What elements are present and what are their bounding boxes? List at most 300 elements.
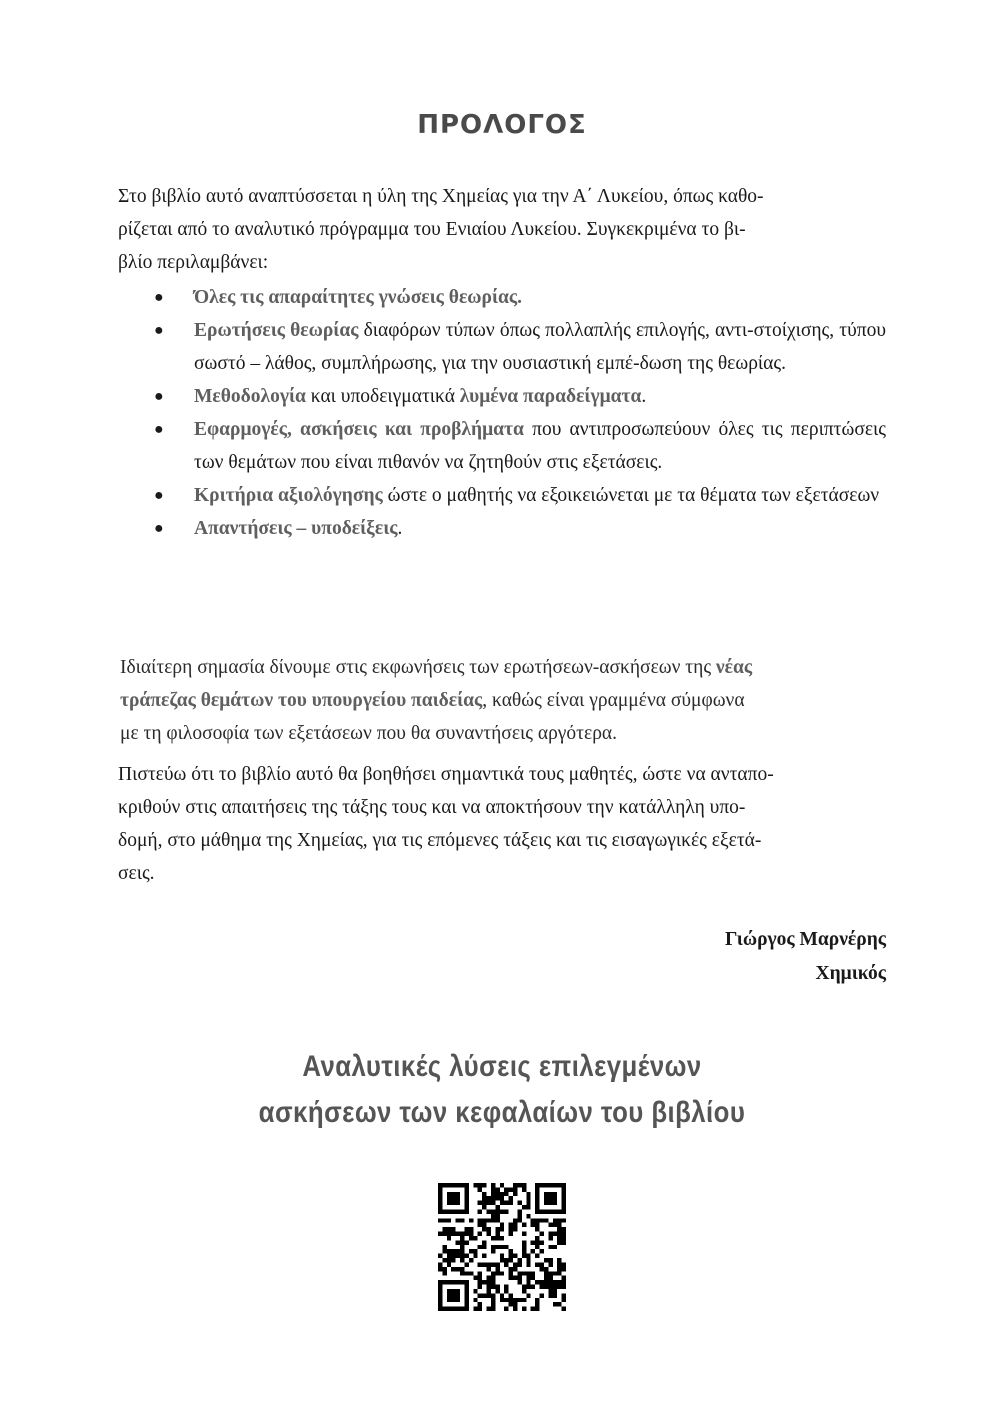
qr-module — [517, 1258, 521, 1262]
qr-module — [438, 1205, 442, 1209]
qr-module — [540, 1183, 544, 1187]
qr-module — [469, 1236, 473, 1240]
qr-module — [478, 1285, 482, 1289]
qr-module — [548, 1262, 552, 1266]
qr-module — [513, 1276, 517, 1280]
qr-module — [438, 1307, 442, 1311]
qr-module — [464, 1285, 468, 1289]
bullet-icon: ● — [154, 322, 164, 339]
qr-module — [522, 1183, 526, 1187]
qr-module — [447, 1227, 451, 1231]
qr-module — [540, 1218, 544, 1222]
qr-module — [464, 1302, 468, 1306]
qr-module — [535, 1245, 539, 1249]
qr-module — [451, 1192, 455, 1196]
bullet-icon: ● — [154, 487, 164, 504]
qr-module — [438, 1262, 442, 1266]
solutions-line: ασκήσεων των κεφαλαίων του βιβλίου — [258, 1096, 746, 1129]
qr-module — [540, 1249, 544, 1253]
qr-module — [562, 1232, 566, 1236]
qr-module — [500, 1223, 504, 1227]
qr-module — [535, 1209, 539, 1213]
qr-module — [544, 1192, 548, 1196]
qr-module — [478, 1280, 482, 1284]
qr-module — [562, 1227, 566, 1231]
qr-module — [464, 1280, 468, 1284]
qr-module — [504, 1201, 508, 1205]
qr-module — [469, 1271, 473, 1275]
qr-module — [438, 1218, 442, 1222]
qr-module — [456, 1289, 460, 1293]
qr-module — [509, 1258, 513, 1262]
qr-module — [442, 1258, 446, 1262]
qr-module — [517, 1209, 521, 1213]
qr-module — [487, 1289, 491, 1293]
qr-module — [464, 1196, 468, 1200]
qr-module — [509, 1293, 513, 1297]
qr-module — [509, 1201, 513, 1205]
qr-module — [553, 1209, 557, 1213]
qr-module — [447, 1236, 451, 1240]
qr-module — [456, 1218, 460, 1222]
qr-module — [438, 1280, 442, 1284]
qr-module — [456, 1267, 460, 1271]
qr-module — [522, 1298, 526, 1302]
qr-module — [531, 1223, 535, 1227]
qr-module — [513, 1298, 517, 1302]
qr-module — [473, 1298, 477, 1302]
qr-module — [473, 1276, 477, 1280]
qr-module — [478, 1307, 482, 1311]
qr-module — [451, 1209, 455, 1213]
qr-module — [447, 1232, 451, 1236]
qr-module — [442, 1209, 446, 1213]
qr-module — [447, 1307, 451, 1311]
qr-module — [464, 1192, 468, 1196]
qr-module — [487, 1285, 491, 1289]
qr-module — [548, 1183, 552, 1187]
qr-module — [535, 1223, 539, 1227]
qr-module — [442, 1280, 446, 1284]
qr-module — [495, 1245, 499, 1249]
qr-module — [553, 1218, 557, 1222]
qr-module — [487, 1262, 491, 1266]
qr-module — [447, 1258, 451, 1262]
qr-module — [526, 1258, 530, 1262]
qr-module — [557, 1227, 561, 1231]
qr-module — [553, 1285, 557, 1289]
qr-module — [522, 1223, 526, 1227]
qr-module — [464, 1227, 468, 1231]
qr-module — [491, 1201, 495, 1205]
qr-module — [473, 1249, 477, 1253]
qr-module — [540, 1280, 544, 1284]
qr-module — [451, 1201, 455, 1205]
qr-module — [513, 1192, 517, 1196]
qr-module — [491, 1245, 495, 1249]
qr-module — [562, 1293, 566, 1297]
qr-module — [438, 1196, 442, 1200]
qr-module — [500, 1192, 504, 1196]
qr-module — [553, 1196, 557, 1200]
qr-module — [526, 1196, 530, 1200]
qr-module — [544, 1201, 548, 1205]
qr-module — [522, 1307, 526, 1311]
bullet-icon: ● — [154, 388, 164, 405]
qr-module — [495, 1192, 499, 1196]
qr-module — [451, 1267, 455, 1271]
qr-module — [456, 1209, 460, 1213]
qr-module — [451, 1293, 455, 1297]
qr-module — [491, 1302, 495, 1306]
qr-module — [526, 1205, 530, 1209]
qr-module — [509, 1271, 513, 1275]
contents-list — [150, 281, 886, 545]
qr-module — [517, 1214, 521, 1218]
qr-module — [548, 1232, 552, 1236]
qr-module — [509, 1298, 513, 1302]
qr-module — [451, 1298, 455, 1302]
qr-module — [469, 1249, 473, 1253]
qr-module — [513, 1254, 517, 1258]
qr-module — [495, 1218, 499, 1222]
qr-module — [491, 1187, 495, 1191]
qr-module — [535, 1298, 539, 1302]
qr-module — [491, 1262, 495, 1266]
qr-module — [562, 1192, 566, 1196]
qr-module — [456, 1254, 460, 1258]
qr-module — [562, 1187, 566, 1191]
qr-module — [535, 1218, 539, 1222]
qr-module — [548, 1201, 552, 1205]
qr-module — [535, 1201, 539, 1205]
qr-module — [460, 1240, 464, 1244]
qr-module — [562, 1236, 566, 1240]
qr-module — [509, 1267, 513, 1271]
qr-module — [456, 1192, 460, 1196]
qr-module — [513, 1227, 517, 1231]
qr-module — [451, 1183, 455, 1187]
qr-module — [553, 1289, 557, 1293]
qr-module — [509, 1254, 513, 1258]
qr-module — [526, 1285, 530, 1289]
qr-module — [478, 1201, 482, 1205]
qr-module — [562, 1201, 566, 1205]
qr-module — [487, 1267, 491, 1271]
qr-module — [460, 1236, 464, 1240]
qr-module — [482, 1240, 486, 1244]
qr-module — [491, 1298, 495, 1302]
paragraph-line: τράπεζας θεμάτων του υπουργείου παιδείας, καθώς είναι γραμμένα σύμφωνα — [120, 690, 745, 711]
qr-module — [495, 1187, 499, 1191]
qr-module — [513, 1307, 517, 1311]
qr-module — [442, 1183, 446, 1187]
qr-module — [478, 1293, 482, 1297]
qr-module — [535, 1262, 539, 1266]
qr-module — [526, 1262, 530, 1266]
qr-module — [540, 1209, 544, 1213]
qr-module — [464, 1183, 468, 1187]
qr-module — [500, 1293, 504, 1297]
qr-module — [526, 1271, 530, 1275]
qr-module — [509, 1276, 513, 1280]
qr-module — [447, 1192, 451, 1196]
qr-module — [495, 1267, 499, 1271]
qr-module — [557, 1232, 561, 1236]
qr-module — [478, 1218, 482, 1222]
qr-module — [464, 1254, 468, 1258]
qr-module — [509, 1249, 513, 1253]
qr-module — [469, 1218, 473, 1222]
qr-module — [438, 1254, 442, 1258]
qr-module — [473, 1236, 477, 1240]
qr-module — [438, 1302, 442, 1306]
qr-module — [438, 1209, 442, 1213]
qr-module — [456, 1298, 460, 1302]
qr-module — [522, 1205, 526, 1209]
qr-module — [491, 1196, 495, 1200]
qr-module — [447, 1280, 451, 1284]
qr-module — [509, 1196, 513, 1200]
qr-module — [464, 1205, 468, 1209]
qr-module — [438, 1232, 442, 1236]
qr-module — [504, 1307, 508, 1311]
qr-module — [562, 1276, 566, 1280]
qr-module — [548, 1258, 552, 1262]
qr-module — [456, 1232, 460, 1236]
qr-module — [509, 1227, 513, 1231]
qr-module — [482, 1254, 486, 1258]
qr-module — [548, 1280, 552, 1284]
qr-module — [544, 1285, 548, 1289]
qr-module — [473, 1289, 477, 1293]
qr-module — [482, 1223, 486, 1227]
qr-module — [522, 1289, 526, 1293]
qr-module — [456, 1307, 460, 1311]
qr-module — [562, 1285, 566, 1289]
qr-module — [526, 1293, 530, 1297]
page-title: ΠΡΟΛΟΓΟΣ — [417, 110, 587, 140]
bullet-icon: ● — [154, 421, 164, 438]
qr-module — [504, 1285, 508, 1289]
qr-module — [557, 1240, 561, 1244]
qr-module — [460, 1307, 464, 1311]
qr-module — [535, 1240, 539, 1244]
qr-module — [447, 1196, 451, 1200]
qr-module — [487, 1196, 491, 1200]
list-item: ● Όλες τις απαραίτητες γνώσεις θεωρίας. — [150, 281, 886, 314]
qr-module — [482, 1262, 486, 1266]
qr-module — [531, 1249, 535, 1253]
qr-module — [500, 1298, 504, 1302]
qr-module — [438, 1201, 442, 1205]
qr-module — [531, 1276, 535, 1280]
qr-module — [548, 1293, 552, 1297]
qr-module — [557, 1280, 561, 1284]
qr-module — [500, 1271, 504, 1275]
qr-module — [478, 1245, 482, 1249]
qr-module — [513, 1267, 517, 1271]
qr-module — [504, 1262, 508, 1266]
qr-module — [548, 1271, 552, 1275]
qr-module — [562, 1262, 566, 1266]
qr-module — [509, 1232, 513, 1236]
qr-module — [548, 1276, 552, 1280]
qr-module — [456, 1196, 460, 1200]
qr-module — [562, 1267, 566, 1271]
qr-module — [478, 1223, 482, 1227]
qr-module — [562, 1280, 566, 1284]
qr-module — [557, 1262, 561, 1266]
qr-module — [522, 1249, 526, 1253]
qr-module — [535, 1307, 539, 1311]
qr-module — [562, 1183, 566, 1187]
qr-module — [504, 1187, 508, 1191]
qr-module — [442, 1271, 446, 1275]
qr-module — [504, 1258, 508, 1262]
qr-module — [491, 1271, 495, 1275]
qr-module — [495, 1262, 499, 1266]
qr-module — [544, 1209, 548, 1213]
qr-module — [557, 1223, 561, 1227]
qr-module — [451, 1307, 455, 1311]
qr-code-icon[interactable] — [438, 1183, 566, 1311]
qr-module — [500, 1227, 504, 1231]
qr-module — [522, 1254, 526, 1258]
qr-module — [500, 1209, 504, 1213]
qr-module — [491, 1249, 495, 1253]
qr-module — [553, 1223, 557, 1227]
qr-module — [456, 1280, 460, 1284]
qr-module — [522, 1240, 526, 1244]
qr-module — [482, 1227, 486, 1231]
qr-module — [447, 1209, 451, 1213]
qr-module — [513, 1183, 517, 1187]
solutions-line: Αναλυτικές λύσεις επιλεγμένων — [302, 1050, 702, 1083]
qr-module — [553, 1271, 557, 1275]
qr-module — [482, 1201, 486, 1205]
qr-module — [513, 1187, 517, 1191]
qr-module — [531, 1271, 535, 1275]
qr-module — [460, 1258, 464, 1262]
qr-module — [482, 1192, 486, 1196]
qr-module — [460, 1254, 464, 1258]
qr-module — [548, 1236, 552, 1240]
list-item: ● Απαντήσεις – υποδείξεις. — [150, 512, 886, 545]
qr-module — [491, 1276, 495, 1280]
qr-module — [464, 1209, 468, 1213]
qr-module — [491, 1192, 495, 1196]
qr-module — [531, 1218, 535, 1222]
qr-module — [535, 1302, 539, 1306]
qr-module — [562, 1307, 566, 1311]
qr-module — [442, 1218, 446, 1222]
qr-module — [456, 1201, 460, 1205]
paragraph-line: κριθούν στις απαιτήσεις της τάξης τους και να αποκτήσουν την κατάλληλη υπο- — [118, 797, 746, 818]
qr-module — [447, 1293, 451, 1297]
qr-module — [487, 1307, 491, 1311]
qr-module — [487, 1232, 491, 1236]
qr-module — [544, 1271, 548, 1275]
qr-module — [478, 1232, 482, 1236]
qr-module — [460, 1245, 464, 1249]
qr-module — [526, 1192, 530, 1196]
qr-module — [522, 1245, 526, 1249]
bank-paragraph — [120, 651, 880, 750]
qr-module — [491, 1218, 495, 1222]
qr-module — [438, 1183, 442, 1187]
qr-module — [491, 1183, 495, 1187]
qr-module — [491, 1209, 495, 1213]
qr-module — [478, 1187, 482, 1191]
qr-module — [442, 1267, 446, 1271]
qr-module — [513, 1262, 517, 1266]
qr-module — [478, 1276, 482, 1280]
qr-module — [535, 1183, 539, 1187]
paragraph-line: Ιδιαίτερη σημασία δίνουμε στις εκφωνήσεις των ερωτήσεων-ασκήσεων της νέας — [120, 657, 753, 678]
qr-module — [491, 1293, 495, 1297]
qr-module — [522, 1271, 526, 1275]
qr-module — [526, 1214, 530, 1218]
qr-module — [504, 1209, 508, 1213]
qr-module — [482, 1205, 486, 1209]
qr-module — [500, 1196, 504, 1200]
qr-module — [517, 1298, 521, 1302]
qr-module — [540, 1240, 544, 1244]
qr-module — [517, 1276, 521, 1280]
qr-module — [540, 1267, 544, 1271]
qr-module — [557, 1267, 561, 1271]
qr-module — [469, 1232, 473, 1236]
qr-module — [557, 1258, 561, 1262]
qr-module — [522, 1187, 526, 1191]
qr-module — [469, 1227, 473, 1231]
qr-module — [553, 1232, 557, 1236]
qr-module — [451, 1280, 455, 1284]
qr-module — [495, 1196, 499, 1200]
qr-module — [482, 1293, 486, 1297]
qr-module — [464, 1307, 468, 1311]
qr-module — [469, 1258, 473, 1262]
qr-module — [442, 1245, 446, 1249]
qr-module — [548, 1196, 552, 1200]
qr-module — [553, 1201, 557, 1205]
qr-module — [473, 1183, 477, 1187]
qr-module — [513, 1302, 517, 1306]
qr-module — [460, 1280, 464, 1284]
qr-module — [438, 1285, 442, 1289]
qr-module — [540, 1232, 544, 1236]
intro-paragraph — [118, 180, 886, 279]
qr-module — [442, 1232, 446, 1236]
qr-module — [447, 1201, 451, 1205]
qr-module — [548, 1223, 552, 1227]
qr-module — [526, 1254, 530, 1258]
qr-module — [544, 1218, 548, 1222]
qr-module — [535, 1205, 539, 1209]
qr-module — [482, 1196, 486, 1200]
qr-module — [447, 1289, 451, 1293]
qr-module — [495, 1236, 499, 1240]
qr-module — [544, 1258, 548, 1262]
qr-module — [535, 1227, 539, 1231]
qr-module — [526, 1280, 530, 1284]
intro-line: ρίζεται από το αναλυτικό πρόγραμμα του Ενιαίου Λυκείου. Συγκεκριμένα το βι- — [118, 219, 746, 240]
qr-module — [473, 1307, 477, 1311]
author-name: Γιώργος Μαρνέρης — [725, 929, 886, 950]
qr-module — [456, 1249, 460, 1253]
qr-module — [491, 1236, 495, 1240]
